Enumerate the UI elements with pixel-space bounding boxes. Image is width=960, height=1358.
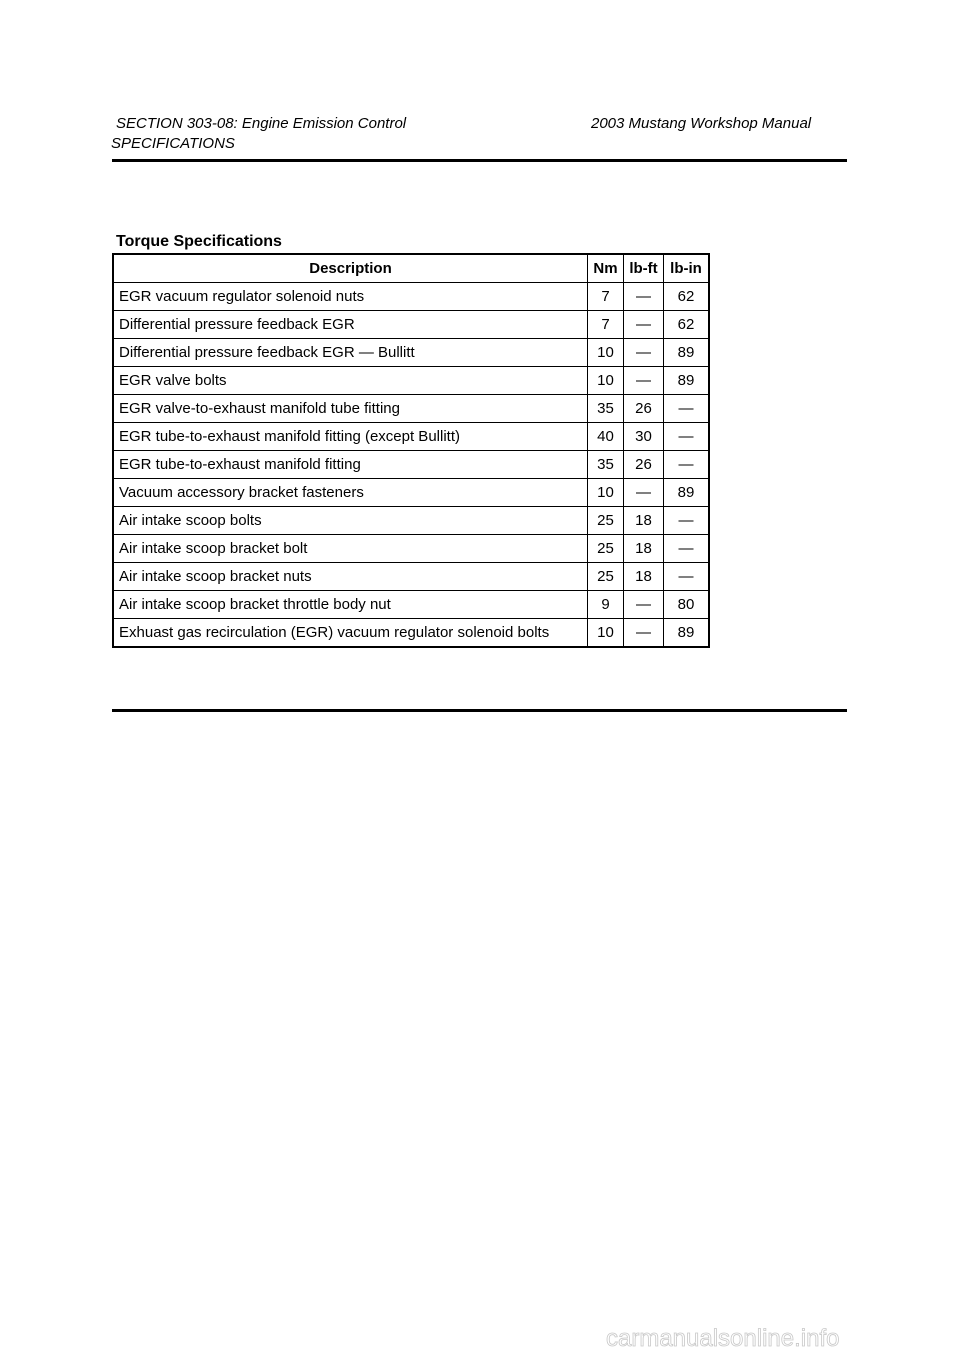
subsection-title: SPECIFICATIONS (111, 135, 235, 152)
row-nm: 25 (588, 507, 624, 535)
table-row (113, 591, 709, 619)
row-description: Differential pressure feedback EGR — Bullitt (113, 339, 588, 367)
row-lbft: 26 (624, 395, 664, 423)
table-row (113, 479, 709, 507)
row-nm: 35 (588, 395, 624, 423)
row-lbft: 18 (624, 563, 664, 591)
table-row (113, 535, 709, 563)
row-lbft: — (624, 479, 664, 507)
table-row (113, 423, 709, 451)
row-lbft: — (624, 283, 664, 311)
section-title: SECTION 303-08: Engine Emission Control (116, 115, 407, 132)
row-lbin: — (664, 507, 710, 535)
row-lbft: 18 (624, 535, 664, 563)
row-description: Air intake scoop bolts (113, 507, 588, 535)
row-description: Vacuum accessory bracket fasteners (113, 479, 588, 507)
row-lbft: 30 (624, 423, 664, 451)
table-row (113, 451, 709, 479)
row-lbin: — (664, 535, 710, 563)
header-rule (112, 159, 847, 162)
row-lbft: 18 (624, 507, 664, 535)
row-lbin: 89 (664, 339, 710, 367)
watermark-logo (606, 1326, 954, 1352)
row-nm: 10 (588, 367, 624, 395)
row-description: EGR tube-to-exhaust manifold fitting (except Bullitt) (113, 423, 588, 451)
row-description: EGR valve-to-exhaust manifold tube fitting (113, 395, 588, 423)
row-nm: 10 (588, 479, 624, 507)
table-row (113, 283, 709, 311)
table-row (113, 311, 709, 339)
row-nm: 7 (588, 311, 624, 339)
row-lbin: 89 (664, 479, 710, 507)
table-row (113, 339, 709, 367)
row-nm: 35 (588, 451, 624, 479)
row-lbin: — (664, 423, 710, 451)
table-row (113, 507, 709, 535)
row-description: EGR valve bolts (113, 367, 588, 395)
row-nm: 25 (588, 563, 624, 591)
row-lbin: 89 (664, 367, 710, 395)
table-row (113, 395, 709, 423)
row-nm: 40 (588, 423, 624, 451)
row-description: Air intake scoop bracket bolt (113, 535, 588, 563)
row-lbin: — (664, 563, 710, 591)
row-lbft: — (624, 591, 664, 619)
column-header-lbin: lb-in (664, 254, 710, 283)
row-description: Air intake scoop bracket nuts (113, 563, 588, 591)
column-header-nm: Nm (588, 254, 624, 283)
table-row (113, 619, 709, 648)
row-nm: 10 (588, 339, 624, 367)
row-nm: 10 (588, 619, 624, 648)
row-nm: 9 (588, 591, 624, 619)
row-description: Air intake scoop bracket throttle body nut (113, 591, 588, 619)
table-row (113, 367, 709, 395)
row-nm: 7 (588, 283, 624, 311)
torque-spec-table (112, 253, 710, 648)
svg-text:carmanualsonline.info: carmanualsonline.info (606, 1326, 840, 1352)
row-nm: 25 (588, 535, 624, 563)
row-lbft: — (624, 311, 664, 339)
row-lbin: 80 (664, 591, 710, 619)
row-lbft: — (624, 367, 664, 395)
row-lbft: 26 (624, 451, 664, 479)
row-lbft: — (624, 339, 664, 367)
row-lbin: 89 (664, 619, 710, 648)
manual-title: 2003 Mustang Workshop Manual (591, 115, 812, 132)
table-title: Torque Specifications (116, 233, 282, 250)
row-lbin: 62 (664, 283, 710, 311)
column-header-description: Description (113, 254, 588, 283)
footer-rule (112, 709, 847, 712)
table-row (113, 563, 709, 591)
row-description: EGR vacuum regulator solenoid nuts (113, 283, 588, 311)
row-lbft: — (624, 619, 664, 648)
row-lbin: — (664, 395, 710, 423)
table-body (113, 283, 709, 648)
table-header-row (113, 254, 709, 283)
row-lbin: — (664, 451, 710, 479)
column-header-lbft: lb-ft (624, 254, 664, 283)
row-description: Exhuast gas recirculation (EGR) vacuum regulator solenoid bolts (113, 619, 588, 648)
row-lbin: 62 (664, 311, 710, 339)
row-description: EGR tube-to-exhaust manifold fitting (113, 451, 588, 479)
row-description: Differential pressure feedback EGR (113, 311, 588, 339)
